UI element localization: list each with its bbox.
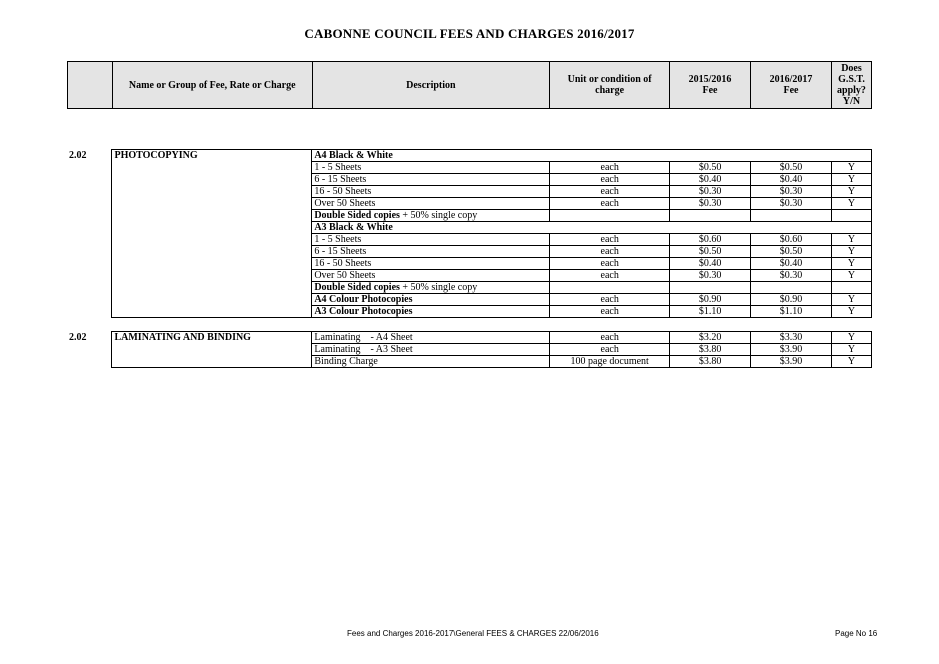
fee-2016: $3.90 (751, 344, 832, 356)
header-gst: Does G.S.T. apply? Y/N (831, 62, 871, 109)
fee-2015: $0.90 (670, 294, 751, 306)
item-unit: each (550, 258, 670, 270)
gst-flag: Y (831, 332, 871, 344)
item-code: 2.02 (69, 150, 87, 161)
fee-2016 (751, 282, 832, 294)
item-name (112, 306, 312, 318)
fee-2016: $0.60 (751, 234, 832, 246)
fee-2015: $3.20 (670, 332, 751, 344)
item-unit (550, 210, 670, 222)
description-note: + 50% single copy (399, 210, 478, 221)
item-name (112, 210, 312, 222)
description-text: Over 50 Sheets (314, 198, 376, 209)
fee-2015: $0.30 (670, 270, 751, 282)
table-row (67, 222, 872, 234)
gst-flag: Y (831, 174, 871, 186)
item-unit: each (550, 174, 670, 186)
table-row (67, 186, 872, 198)
item-code (67, 294, 112, 306)
item-code (67, 356, 112, 368)
table-row (67, 356, 872, 368)
fee-2016: $3.30 (751, 332, 832, 344)
item-description (312, 344, 550, 356)
description-text: Laminating - A3 Sheet (314, 344, 413, 355)
item-name (112, 258, 312, 270)
gst-flag (831, 210, 871, 222)
fee-2016: $0.50 (751, 162, 832, 174)
description-text: 16 - 50 Sheets (314, 186, 372, 197)
description-text: Double Sided copies (314, 282, 400, 293)
fee-2016: $0.30 (751, 198, 832, 210)
photocopying-section (67, 149, 872, 318)
gst-flag: Y (831, 186, 871, 198)
item-name (112, 198, 312, 210)
description-text: A3 Colour Photocopies (314, 306, 413, 317)
item-unit: each (550, 306, 670, 318)
item-code (67, 186, 112, 198)
table-row (67, 246, 872, 258)
item-unit: each (550, 234, 670, 246)
gst-flag: Y (831, 270, 871, 282)
fee-2015: $3.80 (670, 356, 751, 368)
item-name: LAMINATING AND BINDING (112, 332, 312, 344)
description-text: Over 50 Sheets (314, 270, 376, 281)
item-unit: each (550, 162, 670, 174)
fee-2015: $1.10 (670, 306, 751, 318)
fee-2016: $0.30 (751, 186, 832, 198)
item-description (312, 150, 872, 162)
item-code (67, 174, 112, 186)
item-description (312, 270, 550, 282)
gst-flag (831, 282, 871, 294)
column-header-table (67, 61, 872, 109)
description-text: Laminating - A4 Sheet (314, 332, 413, 343)
description-text: 1 - 5 Sheets (314, 234, 362, 245)
fee-2015: $0.40 (670, 258, 751, 270)
item-unit: each (550, 186, 670, 198)
item-code: 2.02 (69, 332, 87, 343)
fee-2015: $0.50 (670, 246, 751, 258)
description-text: 6 - 15 Sheets (314, 246, 367, 257)
description-text: 16 - 50 Sheets (314, 258, 372, 269)
fee-2015: $0.50 (670, 162, 751, 174)
footer-path: Fees and Charges 2016-2017\General FEES & CHARGES 22/06/2016 (347, 629, 599, 638)
item-name (112, 174, 312, 186)
item-description (312, 222, 872, 234)
item-description (312, 210, 550, 222)
header-name: Name or Group of Fee, Rate or Charge (112, 62, 312, 109)
fee-2016: $3.90 (751, 356, 832, 368)
table-row (67, 294, 872, 306)
item-description (312, 356, 550, 368)
item-code (67, 222, 112, 234)
gst-flag: Y (831, 356, 871, 368)
header-unit: Unit or condition of charge (550, 62, 670, 109)
laminating-section (67, 331, 872, 368)
item-name (112, 186, 312, 198)
table-row (67, 198, 872, 210)
item-name (112, 294, 312, 306)
gst-flag: Y (831, 198, 871, 210)
fee-2015: $0.60 (670, 234, 751, 246)
gst-flag: Y (831, 258, 871, 270)
fee-2016: $0.50 (751, 246, 832, 258)
description-note: + 50% single copy (399, 282, 478, 293)
fee-2016 (751, 210, 832, 222)
item-code (67, 246, 112, 258)
item-code (67, 210, 112, 222)
page-title: CABONNE COUNCIL FEES AND CHARGES 2016/2017 (304, 26, 635, 41)
item-description (312, 306, 550, 318)
gst-flag: Y (831, 306, 871, 318)
fee-2015: $3.80 (670, 344, 751, 356)
item-description (312, 246, 550, 258)
footer-page-number: Page No 16 (835, 629, 878, 638)
item-code (67, 306, 112, 318)
fee-2015 (670, 282, 751, 294)
item-name (112, 356, 312, 368)
item-code (67, 270, 112, 282)
fee-2015: $0.30 (670, 198, 751, 210)
table-row (67, 174, 872, 186)
description-text: A3 Black & White (314, 222, 393, 233)
item-name (112, 282, 312, 294)
item-code (67, 234, 112, 246)
table-row (67, 150, 872, 162)
table-row (67, 210, 872, 222)
item-unit (550, 282, 670, 294)
item-name: PHOTOCOPYING (112, 150, 312, 162)
fee-2016: $1.10 (751, 306, 832, 318)
description-text: A4 Colour Photocopies (314, 294, 413, 305)
table-row (67, 344, 872, 356)
fee-2016: $0.40 (751, 174, 832, 186)
gst-flag: Y (831, 162, 871, 174)
item-unit: each (550, 270, 670, 282)
table-row (67, 306, 872, 318)
header-fee-2016: 2016/2017 Fee (750, 62, 831, 109)
item-unit: each (550, 332, 670, 344)
fee-2016: $0.30 (751, 270, 832, 282)
item-code (67, 162, 112, 174)
description-text: A4 Black & White (314, 150, 393, 161)
table-row (67, 270, 872, 282)
item-description (312, 186, 550, 198)
table-row (67, 258, 872, 270)
item-name (112, 162, 312, 174)
header-fee-2015: 2015/2016 Fee (670, 62, 751, 109)
table-row (67, 234, 872, 246)
item-description (312, 162, 550, 174)
item-description (312, 294, 550, 306)
fee-2015 (670, 210, 751, 222)
item-unit: each (550, 198, 670, 210)
description-text: 6 - 15 Sheets (314, 174, 367, 185)
item-unit: each (550, 294, 670, 306)
item-name (112, 234, 312, 246)
item-code (67, 198, 112, 210)
item-name (112, 270, 312, 282)
fee-2016: $0.90 (751, 294, 832, 306)
item-description (312, 332, 550, 344)
description-text: 1 - 5 Sheets (314, 162, 362, 173)
table-row (67, 332, 872, 344)
item-name (112, 246, 312, 258)
item-description (312, 282, 550, 294)
description-text: Binding Charge (314, 356, 378, 367)
item-description (312, 198, 550, 210)
description-text: Double Sided copies (314, 210, 400, 221)
gst-flag: Y (831, 234, 871, 246)
item-unit: each (550, 344, 670, 356)
item-unit: 100 page document (550, 356, 670, 368)
item-description (312, 174, 550, 186)
item-name (112, 344, 312, 356)
fee-2015: $0.40 (670, 174, 751, 186)
fee-2015: $0.30 (670, 186, 751, 198)
header-description: Description (312, 62, 550, 109)
table-row (67, 162, 872, 174)
header-code (68, 62, 113, 109)
gst-flag: Y (831, 246, 871, 258)
item-name (112, 222, 312, 234)
item-description (312, 234, 550, 246)
fee-2016: $0.40 (751, 258, 832, 270)
table-row (67, 282, 872, 294)
item-code (67, 258, 112, 270)
gst-flag: Y (831, 344, 871, 356)
item-code (67, 344, 112, 356)
gst-flag: Y (831, 294, 871, 306)
item-code (67, 282, 112, 294)
item-description (312, 258, 550, 270)
item-unit: each (550, 246, 670, 258)
